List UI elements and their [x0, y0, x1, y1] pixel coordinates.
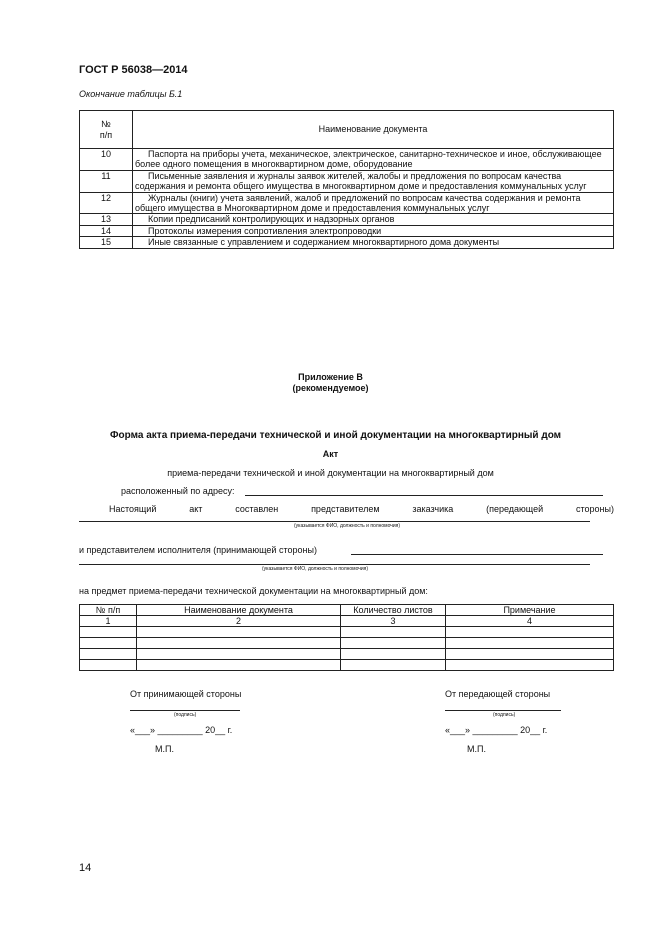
composition-sentence	[109, 504, 614, 514]
empty-cell	[80, 638, 137, 649]
row-text: Письменные заявления и журналы заявок жителей, жалобы и предложения по вопросам качества содержания и ремонта общего имущества в многоквартирном доме и предоставления коммунальных услуг	[133, 170, 614, 192]
row-number: 11	[80, 170, 133, 192]
table-row	[80, 638, 614, 649]
executor-line	[351, 554, 603, 555]
row-text: Паспорта на приборы учета, механическое, электрическое, санитарно-техническое и иное, обслуживающее более одного помещения в многоквартирном доме, оборудование	[133, 149, 614, 171]
table-row	[80, 214, 614, 225]
table-row	[80, 660, 614, 671]
row-text: Журналы (книги) учета заявлений, жалоб и предложений по вопросам качества содержания и ремонта общего имущества в Многоквартирном доме и предоставления коммунальных услуг	[133, 192, 614, 214]
transferring-signature-line	[445, 710, 561, 711]
row-number: 10	[80, 149, 133, 171]
row-number: 15	[80, 237, 133, 248]
row-number: 12	[80, 192, 133, 214]
row-number: 14	[80, 225, 133, 236]
transferring-side-label: От передающей стороны	[445, 689, 551, 699]
appendix-status: (рекомендуемое)	[292, 383, 369, 393]
table-row	[80, 149, 614, 171]
table-row	[80, 192, 614, 214]
word: составлен	[235, 504, 279, 514]
executor-label: и представителем исполнителя (принимающей стороны)	[79, 545, 317, 555]
empty-cell	[80, 627, 137, 638]
subject-text: на предмет приема-передачи технической документации на многоквартирный дом:	[79, 586, 428, 596]
empty-cell	[137, 660, 341, 671]
word: (передающей	[486, 504, 544, 514]
empty-cell	[137, 649, 341, 660]
row-text: Протоколы измерения сопротивления электропроводки	[133, 225, 614, 236]
receiving-side-label: От принимающей стороны	[130, 689, 242, 699]
empty-cell	[341, 660, 446, 671]
appendix-title: Приложение В	[298, 372, 363, 382]
appendix-heading	[0, 372, 661, 394]
transfer-table	[79, 604, 614, 671]
empty-cell	[137, 627, 341, 638]
standard-header: ГОСТ Р 56038—2014	[79, 64, 188, 76]
header-cell: Примечание	[446, 605, 614, 616]
transferring-date: «___» _________ 20__ г.	[445, 725, 548, 735]
col-number-header: № п/п	[80, 111, 133, 149]
executor-line-2	[79, 564, 590, 565]
word: заказчика	[412, 504, 454, 514]
empty-cell	[446, 660, 614, 671]
empty-cell	[341, 627, 446, 638]
header-cell: Количество листов	[341, 605, 446, 616]
header-cell: № п/п	[80, 605, 137, 616]
word: акт	[189, 504, 203, 514]
table-number-row	[80, 616, 614, 627]
page-number: 14	[79, 862, 92, 874]
table-continuation-caption: Окончание таблицы Б.1	[79, 89, 183, 99]
transferring-stamp: М.П.	[467, 744, 486, 754]
address-line	[245, 495, 603, 496]
executor-hint: (указывается ФИО, должность и полномочия)	[262, 566, 369, 572]
number-cell: 3	[341, 616, 446, 627]
address-label: расположенный по адресу:	[121, 486, 235, 496]
receiving-signature-line	[130, 710, 240, 711]
empty-cell	[446, 649, 614, 660]
table-row	[80, 170, 614, 192]
word: Настоящий	[109, 504, 157, 514]
table-row	[80, 225, 614, 236]
header-cell: Наименование документа	[137, 605, 341, 616]
receiving-signature-hint: (подпись)	[174, 712, 197, 718]
table-row	[80, 649, 614, 660]
empty-cell	[80, 649, 137, 660]
act-heading: Акт	[322, 449, 339, 459]
documents-table	[79, 110, 614, 249]
table-row	[80, 627, 614, 638]
empty-cell	[137, 638, 341, 649]
transferring-signature-hint: (подпись)	[493, 712, 516, 718]
table-header-row	[80, 605, 614, 616]
col-name-header: Наименование документа	[133, 111, 614, 149]
empty-cell	[446, 627, 614, 638]
row-number: 13	[80, 214, 133, 225]
table-row	[80, 237, 614, 248]
empty-cell	[341, 649, 446, 660]
empty-cell	[341, 638, 446, 649]
customer-rep-hint: (указывается ФИО, должность и полномочия)	[294, 523, 401, 529]
number-cell: 1	[80, 616, 137, 627]
customer-rep-line	[79, 521, 590, 522]
empty-cell	[446, 638, 614, 649]
word: представителем	[311, 504, 380, 514]
number-cell: 4	[446, 616, 614, 627]
act-subtitle: приема-передачи технической и иной документации на многоквартирный дом	[167, 468, 494, 478]
number-cell: 2	[137, 616, 341, 627]
empty-cell	[80, 660, 137, 671]
word: стороны)	[576, 504, 614, 514]
row-text: Копии предписаний контролирующих и надзорных органов	[133, 214, 614, 225]
row-text: Иные связанные с управлением и содержанием многоквартирного дома документы	[133, 237, 614, 248]
receiving-stamp: М.П.	[155, 744, 174, 754]
form-title: Форма акта приема-передачи технической и иной документации на многоквартирный дом	[110, 430, 562, 441]
receiving-date: «___» _________ 20__ г.	[130, 725, 233, 735]
